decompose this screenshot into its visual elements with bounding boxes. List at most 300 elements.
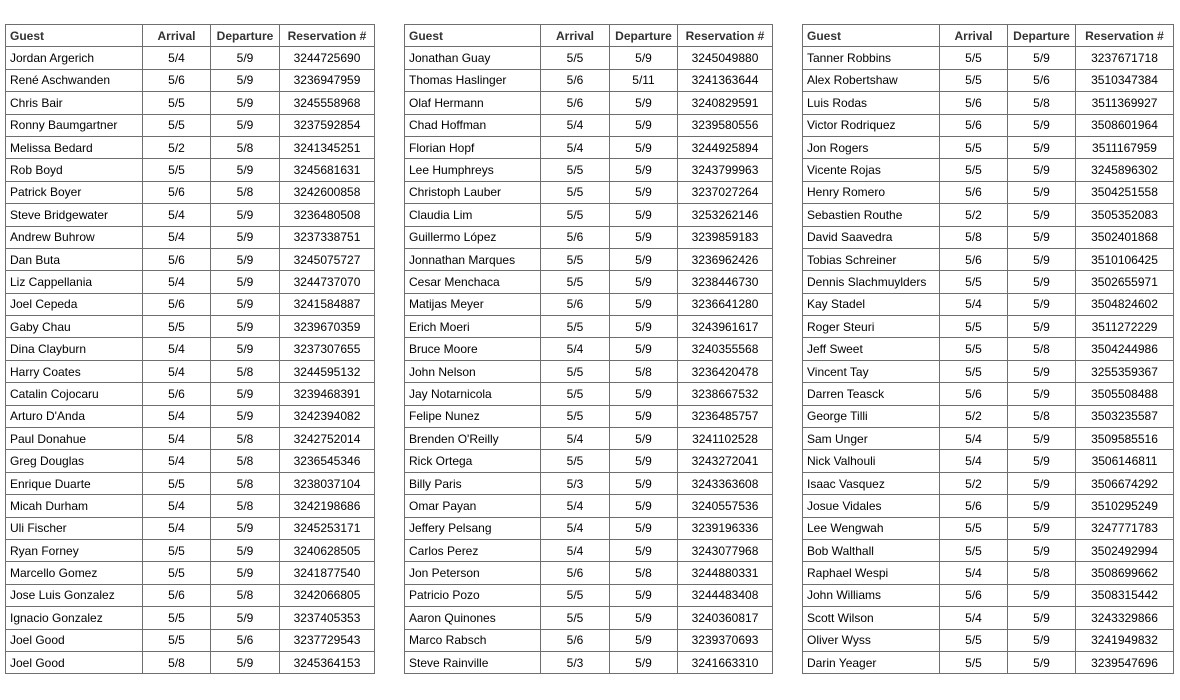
- reservation-cell: 3236947959: [280, 69, 375, 91]
- guest-name-cell: Joel Good: [6, 629, 143, 651]
- guest-name-cell: Carlos Perez: [405, 539, 541, 561]
- table-row: [803, 562, 1174, 584]
- arrival-cell: 5/2: [143, 136, 211, 158]
- reservation-cell: 3237671718: [1076, 47, 1174, 69]
- arrival-cell: 5/4: [143, 204, 211, 226]
- table-row: [803, 450, 1174, 472]
- reservation-cell: 3239468391: [280, 383, 375, 405]
- reservation-cell: 3502655971: [1076, 271, 1174, 293]
- guest-name-cell: Scott Wilson: [803, 607, 940, 629]
- table-row: [803, 428, 1174, 450]
- guest-header: Guest: [6, 25, 143, 47]
- reservation-cell: 3240829591: [678, 92, 773, 114]
- table-row: [405, 607, 773, 629]
- guest-name-cell: Isaac Vasquez: [803, 472, 940, 494]
- table-row: [6, 92, 375, 114]
- arrival-cell: 5/6: [541, 629, 610, 651]
- arrival-cell: 5/2: [940, 405, 1008, 427]
- reservation-cell: 3510295249: [1076, 495, 1174, 517]
- reservation-cell: 3244595132: [280, 360, 375, 382]
- table-row: [405, 383, 773, 405]
- table-row: [803, 316, 1174, 338]
- table-row: [6, 383, 375, 405]
- reservation-cell: 3240360817: [678, 607, 773, 629]
- departure-cell: 5/9: [610, 181, 678, 203]
- arrival-cell: 5/5: [541, 383, 610, 405]
- departure-cell: 5/9: [610, 539, 678, 561]
- table-row: [803, 248, 1174, 270]
- guest-name-cell: Raphael Wespi: [803, 562, 940, 584]
- reservation-cell: 3238037104: [280, 472, 375, 494]
- table-row: [6, 47, 375, 69]
- departure-cell: 5/9: [610, 226, 678, 248]
- table-row: [6, 248, 375, 270]
- arrival-cell: 5/4: [143, 47, 211, 69]
- reservation-cell: 3236545346: [280, 450, 375, 472]
- departure-cell: 5/9: [1008, 651, 1076, 673]
- departure-header: Departure: [211, 25, 280, 47]
- arrival-cell: 5/5: [541, 405, 610, 427]
- guest-name-cell: Jon Peterson: [405, 562, 541, 584]
- guest-name-cell: Enrique Duarte: [6, 472, 143, 494]
- guest-name-cell: Jose Luis Gonzalez: [6, 584, 143, 606]
- guest-name-cell: Patricio Pozo: [405, 584, 541, 606]
- arrival-cell: 5/5: [541, 248, 610, 270]
- departure-cell: 5/9: [1008, 226, 1076, 248]
- departure-cell: 5/9: [610, 472, 678, 494]
- departure-cell: 5/9: [610, 495, 678, 517]
- departure-cell: 5/9: [1008, 539, 1076, 561]
- reservation-cell: 3504251558: [1076, 181, 1174, 203]
- reservation-cell: 3241584887: [280, 293, 375, 315]
- reservation-cell: 3245075727: [280, 248, 375, 270]
- reservation-cell: 3242752014: [280, 428, 375, 450]
- guest-name-cell: Chris Bair: [6, 92, 143, 114]
- arrival-cell: 5/6: [541, 69, 610, 91]
- departure-cell: 5/9: [610, 159, 678, 181]
- guest-name-cell: Bob Walthall: [803, 539, 940, 561]
- guest-name-cell: Alex Robertshaw: [803, 69, 940, 91]
- arrival-cell: 5/5: [940, 136, 1008, 158]
- guest-name-cell: Micah Durham: [6, 495, 143, 517]
- table-row: [6, 271, 375, 293]
- reservation-cell: 3255359367: [1076, 360, 1174, 382]
- arrival-cell: 5/5: [143, 562, 211, 584]
- departure-cell: 5/8: [1008, 405, 1076, 427]
- guest-name-cell: Andrew Buhrow: [6, 226, 143, 248]
- table-row: [6, 181, 375, 203]
- table-row: [803, 472, 1174, 494]
- arrival-cell: 5/6: [143, 181, 211, 203]
- arrival-cell: 5/5: [541, 47, 610, 69]
- guest-name-cell: Erich Moeri: [405, 316, 541, 338]
- guest-name-cell: Joel Cepeda: [6, 293, 143, 315]
- reservation-cell: 3243329866: [1076, 607, 1174, 629]
- reservation-cell: 3240628505: [280, 539, 375, 561]
- departure-cell: 5/9: [211, 562, 280, 584]
- arrival-cell: 5/5: [940, 517, 1008, 539]
- arrival-cell: 5/4: [143, 405, 211, 427]
- arrival-cell: 5/5: [541, 204, 610, 226]
- arrival-cell: 5/5: [940, 338, 1008, 360]
- reservation-cell: 3506146811: [1076, 450, 1174, 472]
- arrival-cell: 5/5: [143, 607, 211, 629]
- guest-name-cell: Ignacio Gonzalez: [6, 607, 143, 629]
- table-row: [405, 226, 773, 248]
- departure-cell: 5/9: [1008, 607, 1076, 629]
- arrival-cell: 5/5: [541, 316, 610, 338]
- table-row: [405, 472, 773, 494]
- table-row: [6, 405, 375, 427]
- arrival-cell: 5/4: [541, 338, 610, 360]
- table-row: [803, 136, 1174, 158]
- guest-name-cell: Jeffery Pelsang: [405, 517, 541, 539]
- table-row: [6, 517, 375, 539]
- departure-cell: 5/9: [1008, 383, 1076, 405]
- departure-cell: 5/9: [211, 271, 280, 293]
- reservation-cell: 3245896302: [1076, 159, 1174, 181]
- arrival-cell: 5/2: [940, 204, 1008, 226]
- guest-name-cell: John Williams: [803, 584, 940, 606]
- table-row: [803, 539, 1174, 561]
- departure-cell: 5/8: [211, 360, 280, 382]
- reservation-cell: 3502401868: [1076, 226, 1174, 248]
- table-row: [405, 405, 773, 427]
- table-row: [405, 517, 773, 539]
- guest-name-cell: Jordan Argerich: [6, 47, 143, 69]
- arrival-cell: 5/4: [143, 271, 211, 293]
- guest-name-cell: Gaby Chau: [6, 316, 143, 338]
- reservation-cell: 3236420478: [678, 360, 773, 382]
- guest-name-cell: Paul Donahue: [6, 428, 143, 450]
- guest-name-cell: Tanner Robbins: [803, 47, 940, 69]
- reservation-cell: 3242066805: [280, 584, 375, 606]
- guest-name-cell: Greg Douglas: [6, 450, 143, 472]
- reservation-cell: 3508601964: [1076, 114, 1174, 136]
- reservation-cell: 3237405353: [280, 607, 375, 629]
- guest-name-cell: Ryan Forney: [6, 539, 143, 561]
- table-row: [6, 316, 375, 338]
- guest-name-cell: Jonathan Guay: [405, 47, 541, 69]
- arrival-cell: 5/4: [541, 495, 610, 517]
- departure-cell: 5/9: [610, 47, 678, 69]
- table-row: [6, 450, 375, 472]
- departure-cell: 5/9: [610, 316, 678, 338]
- guest-name-cell: Ronny Baumgartner: [6, 114, 143, 136]
- departure-cell: 5/9: [211, 69, 280, 91]
- table-row: [405, 562, 773, 584]
- table-row: [405, 69, 773, 91]
- departure-cell: 5/9: [610, 517, 678, 539]
- table-row: [6, 651, 375, 673]
- departure-cell: 5/8: [211, 584, 280, 606]
- departure-cell: 5/9: [1008, 293, 1076, 315]
- arrival-cell: 5/4: [940, 562, 1008, 584]
- arrival-cell: 5/5: [143, 316, 211, 338]
- arrival-cell: 5/5: [940, 360, 1008, 382]
- reservation-cell: 3244925894: [678, 136, 773, 158]
- table-row: [405, 92, 773, 114]
- reservation-cell: 3236480508: [280, 204, 375, 226]
- reservation-cell: 3240557536: [678, 495, 773, 517]
- reservation-cell: 3245253171: [280, 517, 375, 539]
- reservation-cell: 3505508488: [1076, 383, 1174, 405]
- departure-cell: 5/9: [1008, 204, 1076, 226]
- departure-cell: 5/11: [610, 69, 678, 91]
- guest-header: Guest: [405, 25, 541, 47]
- table-row: [6, 472, 375, 494]
- guest-name-cell: Omar Payan: [405, 495, 541, 517]
- reservation-cell: 3239580556: [678, 114, 773, 136]
- reservation-cell: 3237592854: [280, 114, 375, 136]
- arrival-cell: 5/6: [940, 114, 1008, 136]
- arrival-cell: 5/5: [541, 360, 610, 382]
- guest-name-cell: Jeff Sweet: [803, 338, 940, 360]
- reservation-cell: 3244483408: [678, 584, 773, 606]
- departure-cell: 5/9: [211, 159, 280, 181]
- arrival-cell: 5/5: [541, 584, 610, 606]
- departure-cell: 5/8: [211, 181, 280, 203]
- table-row: [803, 47, 1174, 69]
- table-row: [6, 428, 375, 450]
- guest-name-cell: Victor Rodriquez: [803, 114, 940, 136]
- arrival-cell: 5/3: [541, 651, 610, 673]
- guest-name-cell: René Aschwanden: [6, 69, 143, 91]
- arrival-cell: 5/5: [143, 159, 211, 181]
- guest-name-cell: Kay Stadel: [803, 293, 940, 315]
- table-row: [405, 360, 773, 382]
- arrival-cell: 5/6: [940, 248, 1008, 270]
- guest-name-cell: Florian Hopf: [405, 136, 541, 158]
- departure-cell: 5/8: [211, 450, 280, 472]
- departure-cell: 5/6: [1008, 69, 1076, 91]
- guest-name-cell: Cesar Menchaca: [405, 271, 541, 293]
- departure-cell: 5/9: [610, 607, 678, 629]
- table-row: [405, 316, 773, 338]
- arrival-cell: 5/6: [143, 248, 211, 270]
- arrival-cell: 5/5: [940, 47, 1008, 69]
- reservation-cell: 3244737070: [280, 271, 375, 293]
- guest-name-cell: Uli Fischer: [6, 517, 143, 539]
- departure-cell: 5/9: [211, 226, 280, 248]
- table-row: [6, 69, 375, 91]
- arrival-cell: 5/5: [940, 651, 1008, 673]
- table-row: [803, 607, 1174, 629]
- guest-name-cell: Catalin Cojocaru: [6, 383, 143, 405]
- reservation-cell: 3245558968: [280, 92, 375, 114]
- arrival-cell: 5/5: [940, 271, 1008, 293]
- departure-cell: 5/9: [1008, 472, 1076, 494]
- table-row: [6, 539, 375, 561]
- reservation-cell: 3242394082: [280, 405, 375, 427]
- arrival-cell: 5/4: [143, 360, 211, 382]
- departure-cell: 5/9: [1008, 271, 1076, 293]
- header-row: [803, 25, 1174, 47]
- table-row: [803, 338, 1174, 360]
- guest-table-2: [404, 24, 773, 674]
- departure-cell: 5/9: [610, 651, 678, 673]
- reservation-cell: 3241102528: [678, 428, 773, 450]
- table-row: [803, 405, 1174, 427]
- reservation-cell: 3247771783: [1076, 517, 1174, 539]
- guest-name-cell: Nick Valhouli: [803, 450, 940, 472]
- departure-cell: 5/9: [211, 517, 280, 539]
- table-row: [803, 360, 1174, 382]
- arrival-cell: 5/6: [940, 495, 1008, 517]
- guest-name-cell: Oliver Wyss: [803, 629, 940, 651]
- guest-name-cell: Luis Rodas: [803, 92, 940, 114]
- table-row: [405, 450, 773, 472]
- arrival-cell: 5/5: [940, 629, 1008, 651]
- departure-cell: 5/9: [610, 204, 678, 226]
- guest-name-cell: Marco Rabsch: [405, 629, 541, 651]
- guest-name-cell: Jay Notarnicola: [405, 383, 541, 405]
- arrival-cell: 5/6: [143, 584, 211, 606]
- table-row: [803, 159, 1174, 181]
- reservation-cell: 3243077968: [678, 539, 773, 561]
- guest-name-cell: Olaf Hermann: [405, 92, 541, 114]
- guest-name-cell: Matijas Meyer: [405, 293, 541, 315]
- departure-cell: 5/9: [211, 539, 280, 561]
- reservation-cell: 3503235587: [1076, 405, 1174, 427]
- guest-name-cell: Liz Cappellania: [6, 271, 143, 293]
- guest-name-cell: Henry Romero: [803, 181, 940, 203]
- arrival-header: Arrival: [940, 25, 1008, 47]
- departure-cell: 5/9: [1008, 495, 1076, 517]
- table-row: [6, 338, 375, 360]
- table-row: [405, 159, 773, 181]
- table-row: [405, 428, 773, 450]
- departure-cell: 5/9: [211, 204, 280, 226]
- reservation-cell: 3236962426: [678, 248, 773, 270]
- table-row: [803, 271, 1174, 293]
- reservation-cell: 3502492994: [1076, 539, 1174, 561]
- departure-cell: 5/8: [1008, 92, 1076, 114]
- arrival-cell: 5/5: [541, 450, 610, 472]
- arrival-cell: 5/6: [541, 226, 610, 248]
- arrival-header: Arrival: [541, 25, 610, 47]
- guest-name-cell: Melissa Bedard: [6, 136, 143, 158]
- arrival-cell: 5/6: [940, 181, 1008, 203]
- reservation-cell: 3241663310: [678, 651, 773, 673]
- guest-name-cell: Claudia Lim: [405, 204, 541, 226]
- table-row: [6, 584, 375, 606]
- arrival-cell: 5/6: [541, 562, 610, 584]
- arrival-cell: 5/8: [143, 651, 211, 673]
- arrival-cell: 5/6: [143, 293, 211, 315]
- table-row: [405, 584, 773, 606]
- reservation-cell: 3506674292: [1076, 472, 1174, 494]
- departure-cell: 5/9: [610, 629, 678, 651]
- reservation-cell: 3239547696: [1076, 651, 1174, 673]
- table-row: [405, 495, 773, 517]
- departure-cell: 5/9: [610, 136, 678, 158]
- table-row: [6, 495, 375, 517]
- reservation-cell: 3236641280: [678, 293, 773, 315]
- table-row: [803, 114, 1174, 136]
- departure-cell: 5/9: [610, 383, 678, 405]
- table-row: [6, 226, 375, 248]
- reservation-cell: 3508699662: [1076, 562, 1174, 584]
- arrival-cell: 5/4: [143, 428, 211, 450]
- reservation-cell: 3241345251: [280, 136, 375, 158]
- reservation-cell: 3238446730: [678, 271, 773, 293]
- guest-name-cell: Felipe Nunez: [405, 405, 541, 427]
- departure-cell: 5/9: [610, 450, 678, 472]
- reservation-cell: 3238667532: [678, 383, 773, 405]
- departure-cell: 5/9: [610, 293, 678, 315]
- arrival-cell: 5/4: [541, 428, 610, 450]
- reservation-cell: 3241363644: [678, 69, 773, 91]
- reservation-cell: 3245681631: [280, 159, 375, 181]
- reservation-cell: 3237338751: [280, 226, 375, 248]
- guest-name-cell: Harry Coates: [6, 360, 143, 382]
- departure-cell: 5/9: [1008, 629, 1076, 651]
- table-row: [6, 159, 375, 181]
- departure-cell: 5/8: [211, 428, 280, 450]
- arrival-cell: 5/6: [940, 383, 1008, 405]
- departure-cell: 5/8: [211, 472, 280, 494]
- departure-cell: 5/9: [211, 651, 280, 673]
- arrival-cell: 5/4: [541, 114, 610, 136]
- guest-name-cell: George Tilli: [803, 405, 940, 427]
- departure-cell: 5/8: [1008, 562, 1076, 584]
- reservation-cell: 3245049880: [678, 47, 773, 69]
- departure-cell: 5/9: [1008, 181, 1076, 203]
- reservation-cell: 3511272229: [1076, 316, 1174, 338]
- guest-table-1: [5, 24, 375, 674]
- arrival-cell: 5/5: [940, 159, 1008, 181]
- arrival-cell: 5/5: [541, 271, 610, 293]
- arrival-cell: 5/5: [143, 92, 211, 114]
- arrival-cell: 5/4: [541, 517, 610, 539]
- arrival-cell: 5/4: [940, 450, 1008, 472]
- arrival-cell: 5/4: [541, 136, 610, 158]
- table-row: [6, 607, 375, 629]
- guest-name-cell: Dennis Slachmuylders: [803, 271, 940, 293]
- arrival-cell: 5/5: [143, 539, 211, 561]
- reservation-cell: 3241877540: [280, 562, 375, 584]
- arrival-cell: 5/4: [143, 450, 211, 472]
- table-row: [6, 136, 375, 158]
- arrival-cell: 5/4: [143, 226, 211, 248]
- table-row: [6, 360, 375, 382]
- reservation-cell: 3236485757: [678, 405, 773, 427]
- arrival-cell: 5/5: [541, 181, 610, 203]
- guest-name-cell: Sam Unger: [803, 428, 940, 450]
- table-row: [405, 293, 773, 315]
- guest-name-cell: Thomas Haslinger: [405, 69, 541, 91]
- reservation-cell: 3240355568: [678, 338, 773, 360]
- departure-cell: 5/9: [1008, 114, 1076, 136]
- arrival-cell: 5/3: [541, 472, 610, 494]
- guest-name-cell: Chad Hoffman: [405, 114, 541, 136]
- table-row: [405, 271, 773, 293]
- table-row: [803, 584, 1174, 606]
- reservation-cell: 3243363608: [678, 472, 773, 494]
- departure-cell: 5/9: [610, 114, 678, 136]
- header-row: [6, 25, 375, 47]
- departure-cell: 5/9: [211, 293, 280, 315]
- guest-name-cell: Aaron Quinones: [405, 607, 541, 629]
- guest-table-3: [802, 24, 1174, 674]
- guest-name-cell: Billy Paris: [405, 472, 541, 494]
- arrival-cell: 5/5: [143, 114, 211, 136]
- reservation-cell: 3239859183: [678, 226, 773, 248]
- guest-name-cell: Sebastien Routhe: [803, 204, 940, 226]
- arrival-cell: 5/2: [940, 472, 1008, 494]
- reservation-cell: 3241949832: [1076, 629, 1174, 651]
